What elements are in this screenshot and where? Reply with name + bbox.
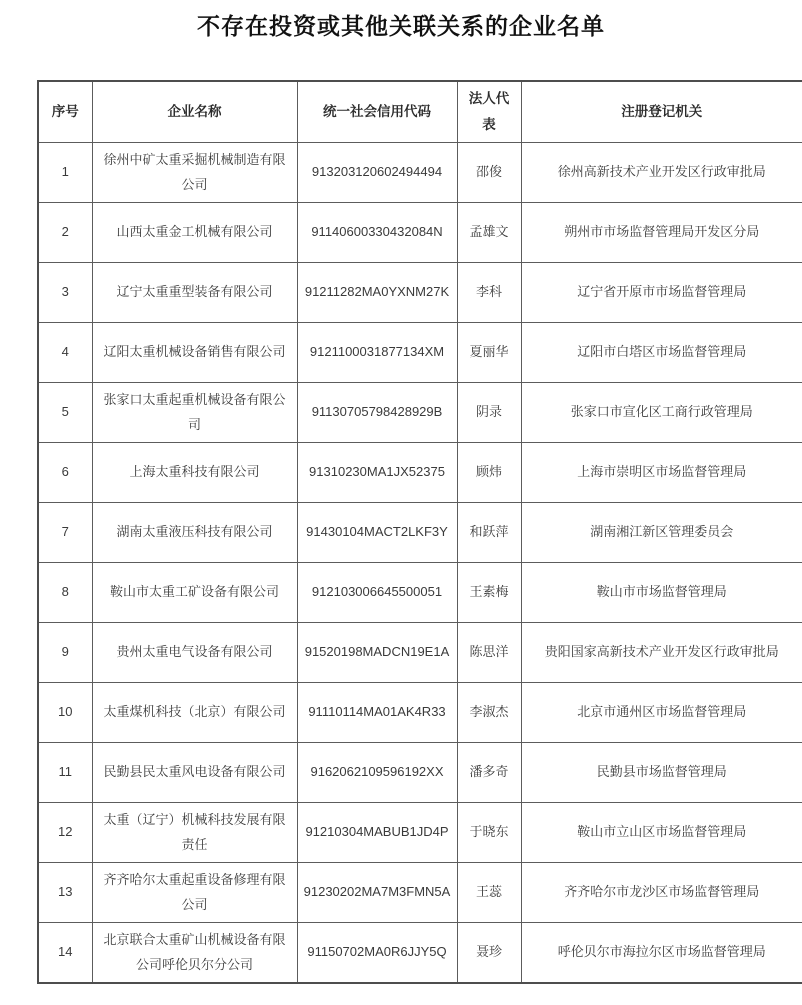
cell-registration-agency: 上海市崇明区市场监督管理局 xyxy=(521,443,802,503)
table-row xyxy=(38,383,802,443)
cell-index: 3 xyxy=(38,263,92,323)
cell-credit-code: 9162062109596192XX xyxy=(297,743,457,803)
cell-company-name: 湖南太重液压科技有限公司 xyxy=(92,503,297,563)
column-header-agency: 注册登记机关 xyxy=(521,81,802,143)
cell-index: 10 xyxy=(38,683,92,743)
table-row xyxy=(38,743,802,803)
cell-company-name: 北京联合太重矿山机械设备有限公司呼伦贝尔分公司 xyxy=(92,923,297,984)
cell-credit-code: 913203120602494494 xyxy=(297,143,457,203)
table-row xyxy=(38,263,802,323)
cell-registration-agency: 鞍山市市场监督管理局 xyxy=(521,563,802,623)
page-title: 不存在投资或其他关联关系的企业名单 xyxy=(197,14,605,39)
cell-registration-agency: 湖南湘江新区管理委员会 xyxy=(521,503,802,563)
cell-registration-agency: 张家口市宣化区工商行政管理局 xyxy=(521,383,802,443)
cell-legal-representative: 阴录 xyxy=(457,383,521,443)
cell-index: 4 xyxy=(38,323,92,383)
cell-legal-representative: 李科 xyxy=(457,263,521,323)
cell-index: 2 xyxy=(38,203,92,263)
table-row xyxy=(38,683,802,743)
header-row xyxy=(38,81,802,143)
table-row xyxy=(38,803,802,863)
column-header-code: 统一社会信用代码 xyxy=(297,81,457,143)
cell-company-name: 太重（辽宁）机械科技发展有限责任 xyxy=(92,803,297,863)
cell-index: 6 xyxy=(38,443,92,503)
cell-credit-code: 91140600330432084N xyxy=(297,203,457,263)
cell-company-name: 张家口太重起重机械设备有限公司 xyxy=(92,383,297,443)
cell-registration-agency: 徐州高新技术产业开发区行政审批局 xyxy=(521,143,802,203)
cell-credit-code: 91150702MA0R6JJY5Q xyxy=(297,923,457,984)
cell-legal-representative: 陈思洋 xyxy=(457,623,521,683)
cell-legal-representative: 聂珍 xyxy=(457,923,521,984)
cell-company-name: 齐齐哈尔太重起重设备修理有限公司 xyxy=(92,863,297,923)
cell-credit-code: 91430104MACT2LKF3Y xyxy=(297,503,457,563)
cell-legal-representative: 王蕊 xyxy=(457,863,521,923)
cell-registration-agency: 贵阳国家高新技术产业开发区行政审批局 xyxy=(521,623,802,683)
company-table xyxy=(37,80,802,984)
cell-legal-representative: 潘多奇 xyxy=(457,743,521,803)
cell-index: 13 xyxy=(38,863,92,923)
cell-credit-code: 91230202MA7M3FMN5A xyxy=(297,863,457,923)
cell-registration-agency: 辽宁省开原市市场监督管理局 xyxy=(521,263,802,323)
cell-credit-code: 9121100031877134XM xyxy=(297,323,457,383)
cell-legal-representative: 邵俊 xyxy=(457,143,521,203)
column-header-index: 序号 xyxy=(38,81,92,143)
cell-registration-agency: 北京市通州区市场监督管理局 xyxy=(521,683,802,743)
cell-credit-code: 91110114MA01AK4R33 xyxy=(297,683,457,743)
cell-credit-code: 91210304MABUB1JD4P xyxy=(297,803,457,863)
cell-index: 11 xyxy=(38,743,92,803)
cell-legal-representative: 孟雄文 xyxy=(457,203,521,263)
cell-registration-agency: 朔州市市场监督管理局开发区分局 xyxy=(521,203,802,263)
table-row xyxy=(38,203,802,263)
cell-index: 5 xyxy=(38,383,92,443)
cell-registration-agency: 齐齐哈尔市龙沙区市场监督管理局 xyxy=(521,863,802,923)
cell-company-name: 上海太重科技有限公司 xyxy=(92,443,297,503)
cell-index: 12 xyxy=(38,803,92,863)
cell-company-name: 民勤县民太重风电设备有限公司 xyxy=(92,743,297,803)
table-row xyxy=(38,323,802,383)
column-header-name: 企业名称 xyxy=(92,81,297,143)
table-row xyxy=(38,443,802,503)
cell-company-name: 贵州太重电气设备有限公司 xyxy=(92,623,297,683)
cell-credit-code: 912103006645500051 xyxy=(297,563,457,623)
cell-credit-code: 91130705798428929B xyxy=(297,383,457,443)
cell-legal-representative: 夏丽华 xyxy=(457,323,521,383)
cell-index: 9 xyxy=(38,623,92,683)
cell-legal-representative: 顾炜 xyxy=(457,443,521,503)
cell-credit-code: 91211282MA0YXNM27K xyxy=(297,263,457,323)
table-header xyxy=(38,81,802,143)
cell-legal-representative: 和跃萍 xyxy=(457,503,521,563)
table-row xyxy=(38,923,802,984)
cell-credit-code: 91310230MA1JX52375 xyxy=(297,443,457,503)
cell-company-name: 辽宁太重重型装备有限公司 xyxy=(92,263,297,323)
cell-index: 7 xyxy=(38,503,92,563)
cell-credit-code: 91520198MADCN19E1A xyxy=(297,623,457,683)
cell-legal-representative: 王素梅 xyxy=(457,563,521,623)
cell-index: 1 xyxy=(38,143,92,203)
cell-company-name: 徐州中矿太重采掘机械制造有限公司 xyxy=(92,143,297,203)
cell-company-name: 太重煤机科技（北京）有限公司 xyxy=(92,683,297,743)
cell-company-name: 鞍山市太重工矿设备有限公司 xyxy=(92,563,297,623)
table-row xyxy=(38,143,802,203)
company-table-container xyxy=(37,80,802,984)
cell-index: 8 xyxy=(38,563,92,623)
table-row xyxy=(38,863,802,923)
cell-registration-agency: 民勤县市场监督管理局 xyxy=(521,743,802,803)
cell-registration-agency: 鞍山市立山区市场监督管理局 xyxy=(521,803,802,863)
cell-index: 14 xyxy=(38,923,92,984)
column-header-legal: 法人代表 xyxy=(457,81,521,143)
cell-company-name: 山西太重金工机械有限公司 xyxy=(92,203,297,263)
table-row xyxy=(38,623,802,683)
cell-registration-agency: 辽阳市白塔区市场监督管理局 xyxy=(521,323,802,383)
cell-legal-representative: 李淑杰 xyxy=(457,683,521,743)
table-body xyxy=(38,143,802,984)
cell-company-name: 辽阳太重机械设备销售有限公司 xyxy=(92,323,297,383)
table-row xyxy=(38,503,802,563)
table-row xyxy=(38,563,802,623)
cell-legal-representative: 于晓东 xyxy=(457,803,521,863)
cell-registration-agency: 呼伦贝尔市海拉尔区市场监督管理局 xyxy=(521,923,802,984)
